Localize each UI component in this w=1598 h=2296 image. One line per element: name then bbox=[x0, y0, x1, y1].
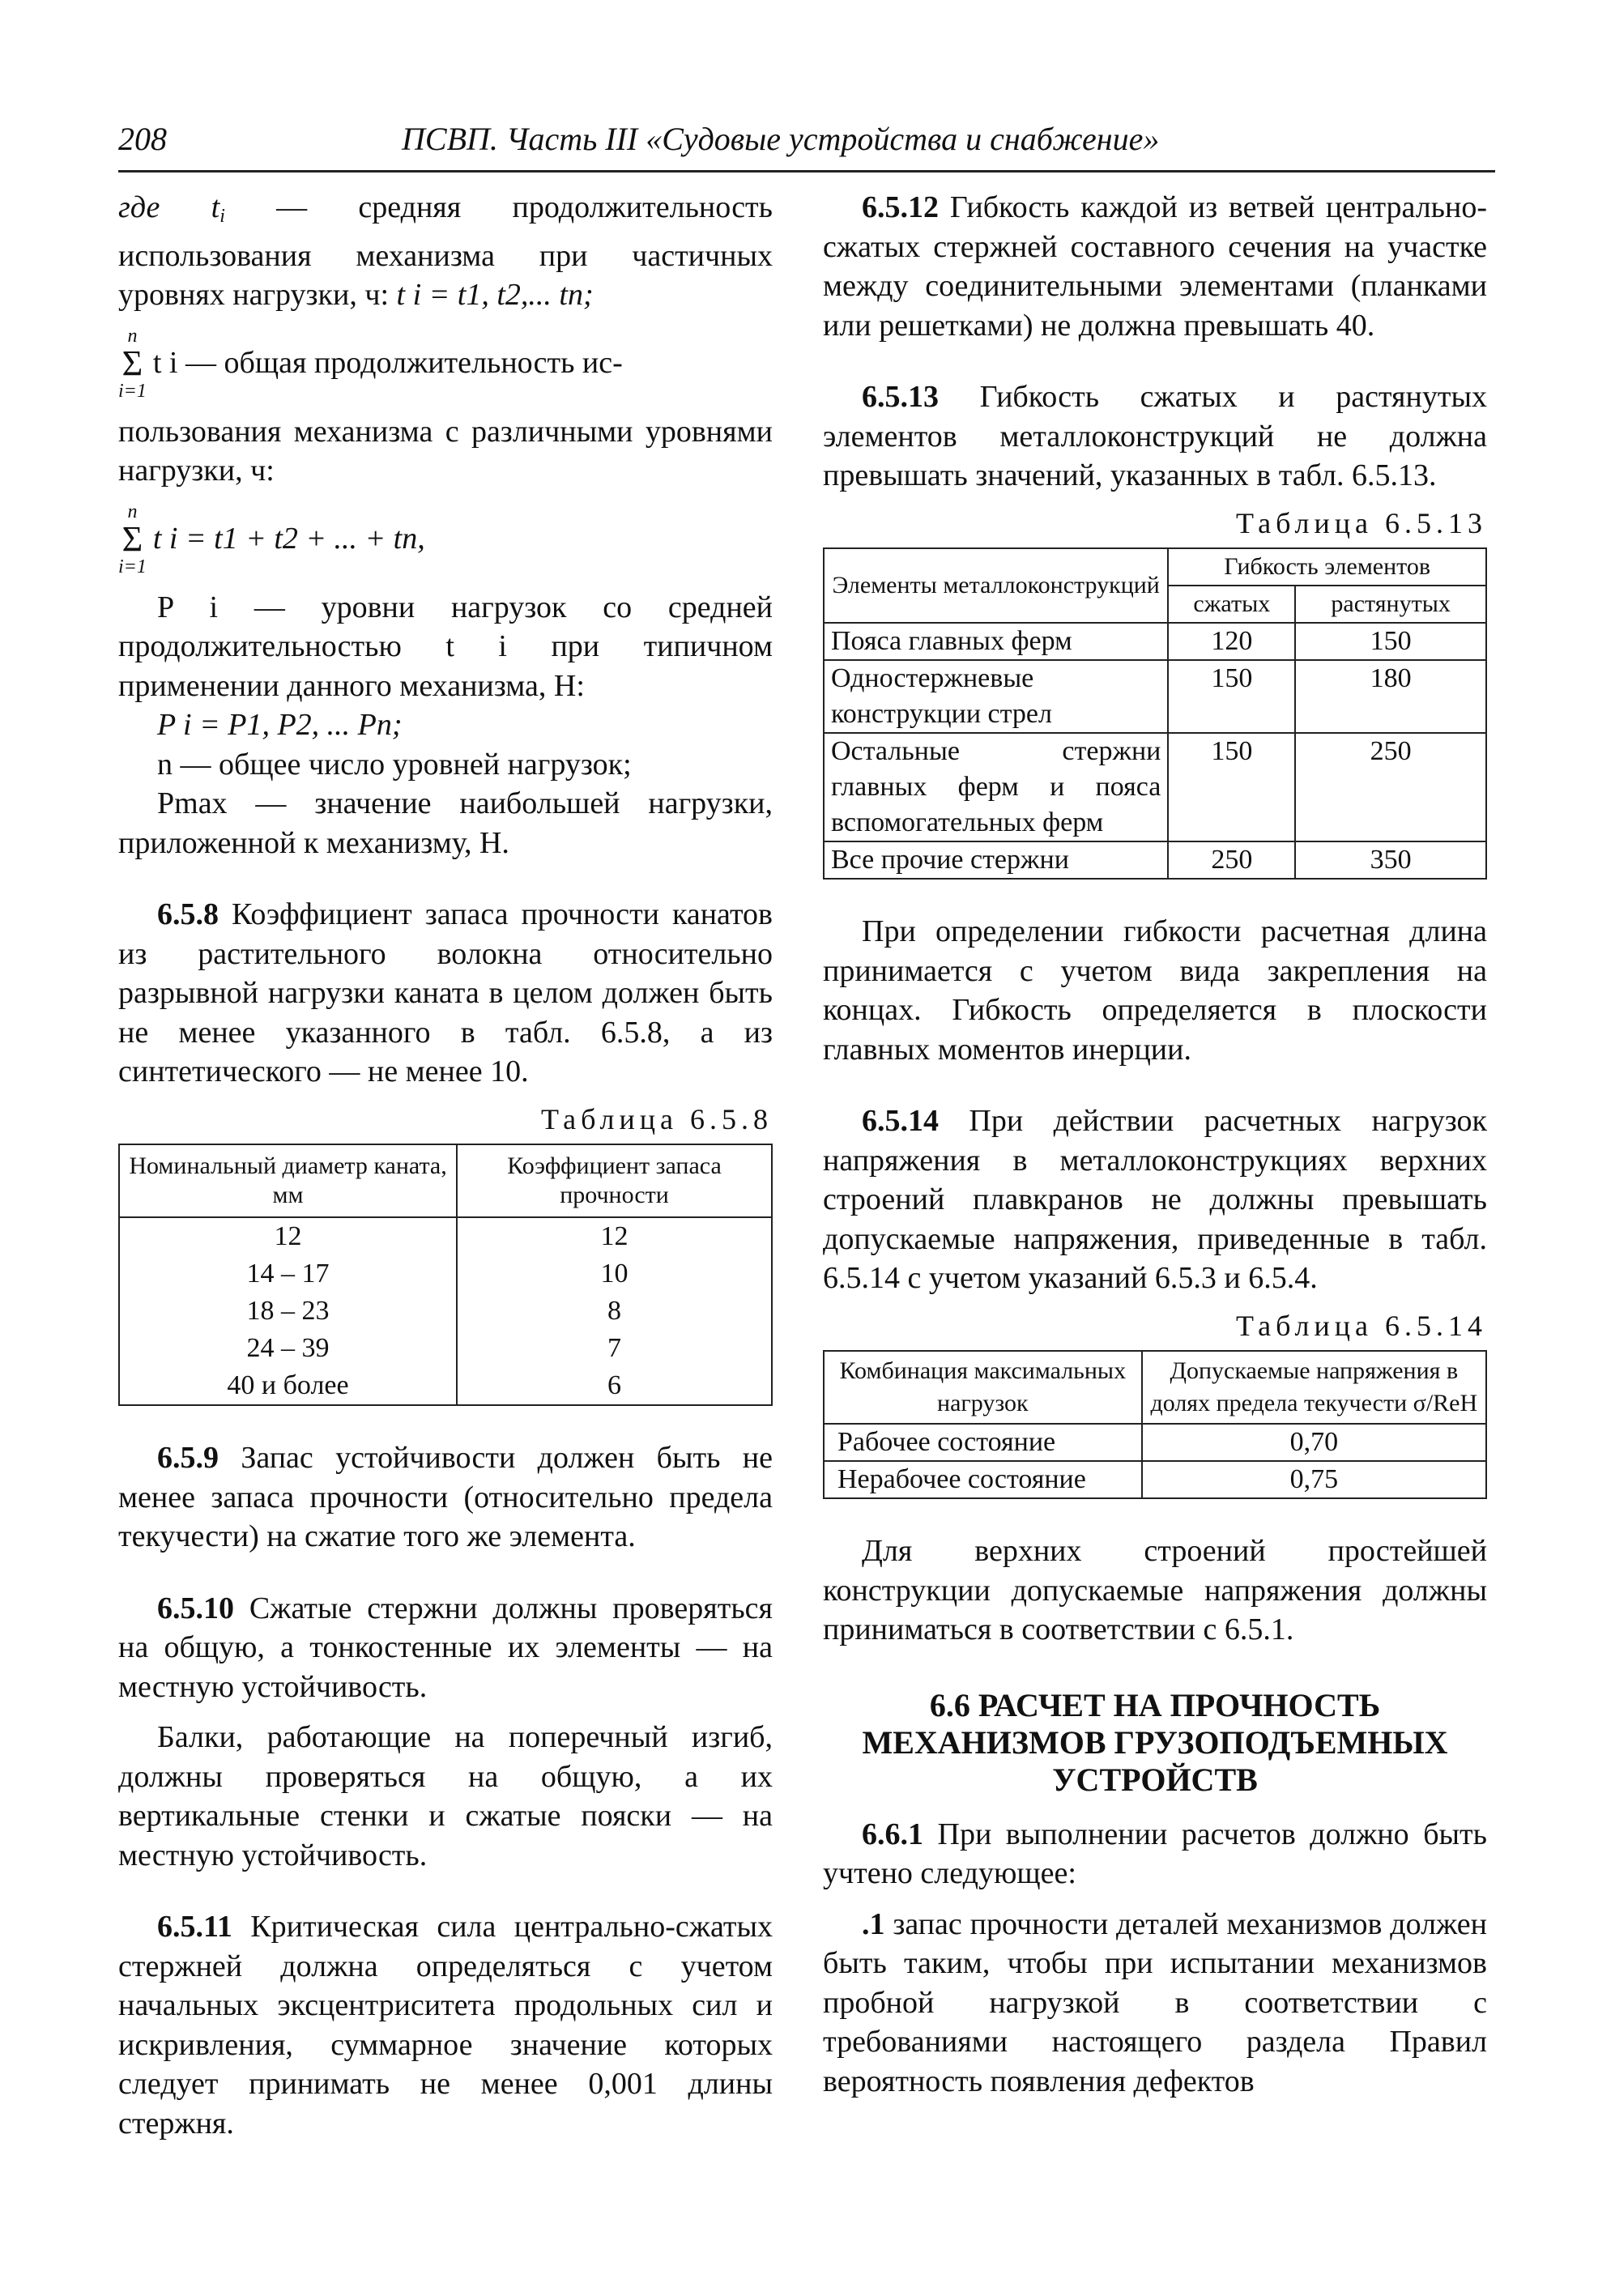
left-column bbox=[118, 188, 773, 2143]
table-row: 14 – 17 10 bbox=[119, 1255, 772, 1293]
table-row: Одностержневые конструкции стрел 150 180 bbox=[824, 660, 1486, 733]
table-6-5-13-caption: Таблица 6.5.13 bbox=[1236, 506, 1487, 539]
page-number: 208 bbox=[118, 121, 167, 157]
paragraph-6-5-13: 6.5.13 Гибкость сжатых и растянутых элементов металлоконструкций не должна превышать значений, указанных в табл. 6.5.13. bbox=[823, 380, 1487, 492]
table-row: Нерабочее состояние 0,75 bbox=[824, 1461, 1486, 1498]
paragraph-6-5-12: 6.5.12 Гибкость каждой из ветвей центрально-сжатых стержней составного сечения на участке между соединительными элементами (планками или решетками) не должна превышать 40. bbox=[823, 190, 1487, 343]
ti-values: t i = t1, t2,... tn; bbox=[396, 278, 594, 312]
page-header bbox=[118, 113, 1495, 173]
paragraph-6-5-9: 6.5.9 Запас устойчивости должен быть не менее запаса прочности (относительно предела текучести) на сжатие того же элемента. bbox=[118, 1441, 773, 1553]
table-row: 12 12 bbox=[119, 1217, 772, 1255]
table-header: Гибкость элементов bbox=[1168, 548, 1486, 586]
table-row: Все прочие стержни 250 350 bbox=[824, 841, 1486, 879]
table-row: 40 и более 6 bbox=[119, 1367, 772, 1405]
table-row: 24 – 39 7 bbox=[119, 1330, 772, 1367]
paragraph-6-5-13-note: При определении гибкости расчетная длина принимается с учетом вида закрепления на концах. Гибкость определяется в плоскости главных моментов инерции. bbox=[823, 914, 1487, 1067]
table-row: Остальные стержни главных ферм и пояса вспомогательных ферм 150 250 bbox=[824, 733, 1486, 841]
sum1-continuation: пользования механизма с различными уровнями нагрузки, ч: bbox=[118, 414, 773, 488]
paragraph-6-6-1: 6.6.1 При выполнении расчетов должно быть учтено следующее: bbox=[823, 1817, 1487, 1890]
table-subheader: растянутых bbox=[1295, 586, 1486, 623]
sum1-expression: t i — общая продолжительность ис- bbox=[152, 346, 623, 381]
section-heading: 6.6 РАСЧЕТ НА ПРОЧНОСТЬ МЕХАНИЗМОВ ГРУЗОПОДЪЕМНЫХ УСТРОЙСТВ bbox=[862, 1686, 1448, 1798]
pi-definition: P i — уровни нагрузок со средней продолжительностью t i при типичном применении данного механизма, Н: bbox=[118, 590, 773, 703]
paragraph-6-5-11: 6.5.11 Критическая сила центрально-сжатых стержней должна определяться с учетом начальных эксцентриситета продольных сил и искривления, суммарное значение которых следует принимать не менее 0,001 длины стержня. bbox=[118, 1910, 773, 2141]
table-row: Рабочее состояние 0,70 bbox=[824, 1424, 1486, 1461]
table-6-5-13 bbox=[823, 547, 1487, 880]
pmax-definition: Pmax — значение наибольшей нагрузки, приложенной к механизму, Н. bbox=[118, 786, 773, 860]
table-header: Комбинация максимальных нагрузок bbox=[824, 1351, 1142, 1424]
sum2-expression: t i = t1 + t2 + ... + tn, bbox=[152, 522, 425, 556]
paragraph-6-5-8: 6.5.8 Коэффициент запаса прочности канатов из растительного волокна относительно разрывной нагрузки каната в целом должен быть не менее указанного в табл. 6.5.8, а из синтетического — не менее 10. bbox=[118, 897, 773, 1088]
table-header: Элементы металлоконструкций bbox=[824, 548, 1168, 623]
table-row: 18 – 23 8 bbox=[119, 1293, 772, 1330]
paragraph-6-5-14: 6.5.14 При действии расчетных нагрузок напряжения в металлоконструкциях верхних строений плавкранов не должны превышать допускаемые напряжения, приведенные в табл. 6.5.14 с учетом указаний 6.5.3 и 6.5.4. bbox=[823, 1104, 1487, 1295]
table-6-5-8 bbox=[118, 1144, 773, 1406]
table-header: Допускаемые напряжения в долях предела текучести σ/ReH bbox=[1142, 1351, 1486, 1424]
sigma-symbol: n Σ i=1 bbox=[118, 501, 147, 577]
table-6-5-14 bbox=[823, 1350, 1487, 1499]
right-column bbox=[823, 188, 1487, 2101]
table-row: Пояса главных ферм 120 150 bbox=[824, 623, 1486, 660]
table-6-5-8-caption: Таблица 6.5.8 bbox=[541, 1102, 773, 1135]
running-title: ПСВП. Часть III «Судовые устройства и снабжение» bbox=[402, 121, 1160, 157]
where-ti-paragraph: где $t_i$ — средняя продолжительность использования механизма при частичных уровнях нагрузки, ч: t i = t1, t2,... tn; bbox=[118, 190, 773, 312]
sigma-symbol: n Σ i=1 bbox=[118, 325, 147, 402]
table-6-5-14-caption: Таблица 6.5.14 bbox=[1236, 1309, 1487, 1342]
table-header: Номинальный диаметр каната, мм bbox=[119, 1144, 457, 1217]
table-subheader: сжатых bbox=[1168, 586, 1295, 623]
list-item-1: .1 запас прочности деталей механизмов должен быть таким, чтобы при испытании механизмов пробной нагрузкой в соответствии с требованиями настоящего раздела Правил вероятность появления дефектов bbox=[823, 1906, 1487, 2098]
sum-formula-1 bbox=[118, 326, 773, 401]
pi-values: P i = P1, P2, ... Pn; bbox=[157, 708, 403, 742]
n-definition: n — общее число уровней нагрузок; bbox=[157, 747, 632, 782]
table-header: Коэффициент запаса прочности bbox=[457, 1144, 772, 1217]
paragraph-6-5-10: 6.5.10 Сжатые стержни должны проверяться на общую, а тонкостенные их элементы — на местную устойчивость. bbox=[118, 1591, 773, 1704]
paragraph-6-5-10-beams: Балки, работающие на поперечный изгиб, должны проверяться на общую, а их вертикальные стенки и сжатые пояски — на местную устойчивость. bbox=[118, 1720, 773, 1872]
paragraph-6-5-14-note: Для верхних строений простейшей конструкции допускаемые напряжения должны приниматься в соответствии с 6.5.1. bbox=[823, 1534, 1487, 1646]
sum-formula-2 bbox=[118, 502, 773, 577]
